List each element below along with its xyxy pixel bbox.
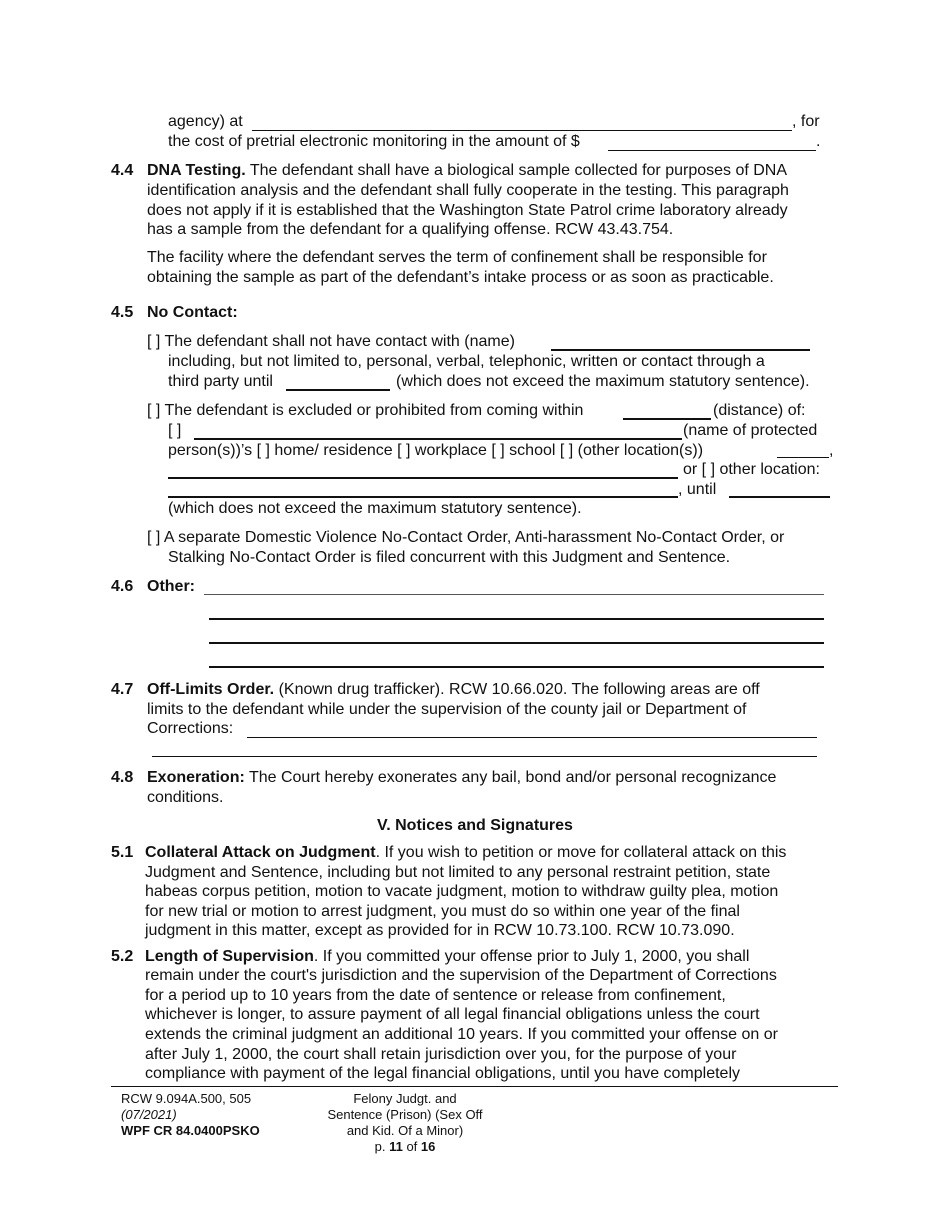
section-4-8-text1: The Court hereby exonerates any bail, bond and/or personal recognizance bbox=[244, 769, 777, 786]
section-4-4-number: 4.4 bbox=[111, 162, 134, 179]
footer-center bbox=[300, 1091, 510, 1155]
until-date-blank[interactable] bbox=[286, 389, 390, 391]
protected-name-label: (name of protected bbox=[683, 422, 818, 439]
section-4-7-title: Off-Limits Order. bbox=[147, 681, 275, 698]
other-locations-blank[interactable] bbox=[777, 457, 829, 458]
other-blank-4[interactable] bbox=[209, 666, 824, 668]
exclusion-distance-of: (distance) of: bbox=[713, 402, 806, 419]
contact-name-blank[interactable] bbox=[551, 349, 810, 351]
page-current: 11 bbox=[389, 1139, 403, 1154]
section-4-5-number: 4.5 bbox=[111, 304, 134, 321]
section-5-1-line3: habeas corpus petition, motion to vacate judgment, motion to withdraw guilty plea, motion bbox=[145, 883, 779, 900]
intro-period: . bbox=[816, 133, 821, 150]
section-5-1-title: Collateral Attack on Judgment bbox=[145, 844, 376, 861]
section-4-7-line2: limits to the defendant while under the supervision of the county jail or Department of bbox=[147, 701, 747, 718]
intro-for: , for bbox=[792, 113, 820, 130]
footer-divider bbox=[111, 1086, 838, 1087]
section-5-2-line3: for a period up to 10 years from the date of sentence or release from confinement, bbox=[145, 987, 726, 1004]
section-4-7-text1: (Known drug trafficker). RCW 10.66.020. The following areas are off bbox=[274, 681, 760, 698]
section-4-4-text1: The defendant shall have a biological sample collected for purposes of DNA bbox=[245, 162, 788, 179]
no-contact-until-label: third party until bbox=[168, 373, 273, 390]
section-4-4-para2-line1: The facility where the defendant serves the term of confinement shall be responsible for bbox=[147, 249, 767, 266]
page-total: 16 bbox=[420, 1139, 436, 1154]
section-4-7-line1 bbox=[147, 680, 760, 700]
location-blank-2[interactable] bbox=[168, 496, 678, 498]
other-location-label[interactable]: or [ ] other location: bbox=[683, 461, 820, 478]
other-blank-1[interactable] bbox=[204, 594, 824, 595]
no-contact-max-sentence: (which does not exceed the maximum statutory sentence). bbox=[396, 373, 810, 390]
section-4-5-title: No Contact: bbox=[147, 304, 238, 321]
footer-rcw: RCW 9.094A.500, 505 bbox=[121, 1091, 252, 1106]
section-5-1-line4: for new trial or motion to arrest judgment, you must do so within one year of the final bbox=[145, 903, 740, 920]
section-4-8-line2: conditions. bbox=[147, 789, 224, 806]
separate-order-line2: Stalking No-Contact Order is filed concurrent with this Judgment and Sentence. bbox=[168, 549, 731, 566]
protected-person-checkbox[interactable]: [ ] bbox=[168, 422, 182, 439]
section-5-1-text1: . If you wish to petition or move for collateral attack on this bbox=[375, 844, 787, 861]
other-blank-2[interactable] bbox=[209, 618, 824, 620]
section-5-1-line1 bbox=[145, 843, 786, 863]
footer-left bbox=[121, 1091, 260, 1139]
section-5-2-line2: remain under the court's jurisdiction and the supervision of the Department of Corrections bbox=[145, 967, 777, 984]
page-of: of bbox=[402, 1139, 421, 1154]
section-4-7-line3: Corrections: bbox=[147, 720, 234, 737]
off-limits-blank-2[interactable] bbox=[152, 756, 817, 757]
section-4-8-number: 4.8 bbox=[111, 769, 134, 786]
section-5-heading: V. Notices and Signatures bbox=[377, 817, 573, 834]
location-comma: , bbox=[829, 442, 834, 459]
section-4-4-line4: has a sample from the defendant for a qualifying offense. RCW 43.43.754. bbox=[147, 221, 674, 238]
section-5-1-number: 5.1 bbox=[111, 844, 134, 861]
intro-cost-text: the cost of pretrial electronic monitoring in the amount of $ bbox=[168, 133, 580, 150]
protected-name-blank[interactable] bbox=[194, 438, 682, 440]
section-4-6-title: Other: bbox=[147, 578, 195, 595]
exclusion-line1[interactable]: [ ] The defendant is excluded or prohibited from coming within bbox=[147, 402, 584, 419]
section-4-4-line2: identification analysis and the defendant shall fully cooperate in the testing. This paragraph bbox=[147, 182, 789, 199]
section-5-2-line6: after July 1, 2000, the court shall retain jurisdiction over you, for the purpose of your bbox=[145, 1046, 737, 1063]
section-4-4-title: DNA Testing. bbox=[147, 162, 246, 179]
location-options[interactable]: person(s))’s [ ] home/ residence [ ] workplace [ ] school [ ] (other location(s)) bbox=[168, 442, 704, 459]
footer-title-3: and Kid. Of a Minor) bbox=[346, 1123, 464, 1138]
section-4-6-number: 4.6 bbox=[111, 578, 134, 595]
other-blank-3[interactable] bbox=[209, 642, 824, 644]
footer-title-2: Sentence (Prison) (Sex Off bbox=[327, 1107, 483, 1122]
section-4-7-number: 4.7 bbox=[111, 681, 134, 698]
agency-blank[interactable] bbox=[252, 130, 792, 131]
section-5-2-number: 5.2 bbox=[111, 948, 134, 965]
exclusion-until-label: , until bbox=[678, 481, 717, 498]
section-4-8-title: Exoneration: bbox=[147, 769, 245, 786]
off-limits-blank-1[interactable] bbox=[247, 737, 817, 738]
footer-page-number bbox=[300, 1139, 510, 1155]
exclusion-until-blank[interactable] bbox=[729, 496, 830, 498]
section-5-2-line5: extends the criminal judgment an additional 10 years. If you committed your offense on or bbox=[145, 1026, 778, 1043]
section-4-4-line1 bbox=[147, 161, 787, 181]
section-5-2-line1 bbox=[145, 947, 749, 967]
separate-order-line1[interactable]: [ ] A separate Domestic Violence No-Contact Order, Anti-harassment No-Contact Order, or bbox=[147, 529, 785, 546]
location-blank-1[interactable] bbox=[168, 477, 678, 479]
no-contact-line2: including, but not limited to, personal, verbal, telephonic, written or contact through a bbox=[168, 353, 765, 370]
distance-blank[interactable] bbox=[623, 418, 711, 420]
section-5-2-line4: whichever is longer, to assure payment of all legal financial obligations unless the court bbox=[145, 1006, 760, 1023]
section-4-8-line1 bbox=[147, 768, 776, 788]
amount-blank[interactable] bbox=[608, 150, 816, 151]
exclusion-max-sentence: (which does not exceed the maximum statutory sentence). bbox=[168, 500, 582, 517]
footer-title-1: Felony Judgt. and bbox=[353, 1091, 457, 1106]
section-5-1-line5: judgment in this matter, except as provided for in RCW 10.73.100. RCW 10.73.090. bbox=[145, 922, 735, 939]
intro-agency-label: agency) at bbox=[168, 113, 243, 130]
footer-form-number: WPF CR 84.0400PSKO bbox=[121, 1123, 260, 1138]
page-prefix: p. bbox=[374, 1139, 390, 1154]
section-4-4-para2-line2: obtaining the sample as part of the defendant’s intake process or as soon as practicable. bbox=[147, 269, 774, 286]
section-5-1-line2: Judgment and Sentence, including but not limited to any personal restraint petition, state bbox=[145, 864, 771, 881]
no-contact-name-line[interactable]: [ ] The defendant shall not have contact with (name) bbox=[147, 333, 515, 350]
footer-date: (07/2021) bbox=[121, 1107, 177, 1122]
section-5-2-line7: compliance with payment of the legal financial obligations, until you have completely bbox=[145, 1065, 741, 1082]
section-5-2-text1: . If you committed your offense prior to July 1, 2000, you shall bbox=[313, 948, 750, 965]
section-4-4-line3: does not apply if it is established that the Washington State Patrol crime laboratory already bbox=[147, 202, 788, 219]
section-5-2-title: Length of Supervision bbox=[145, 948, 314, 965]
